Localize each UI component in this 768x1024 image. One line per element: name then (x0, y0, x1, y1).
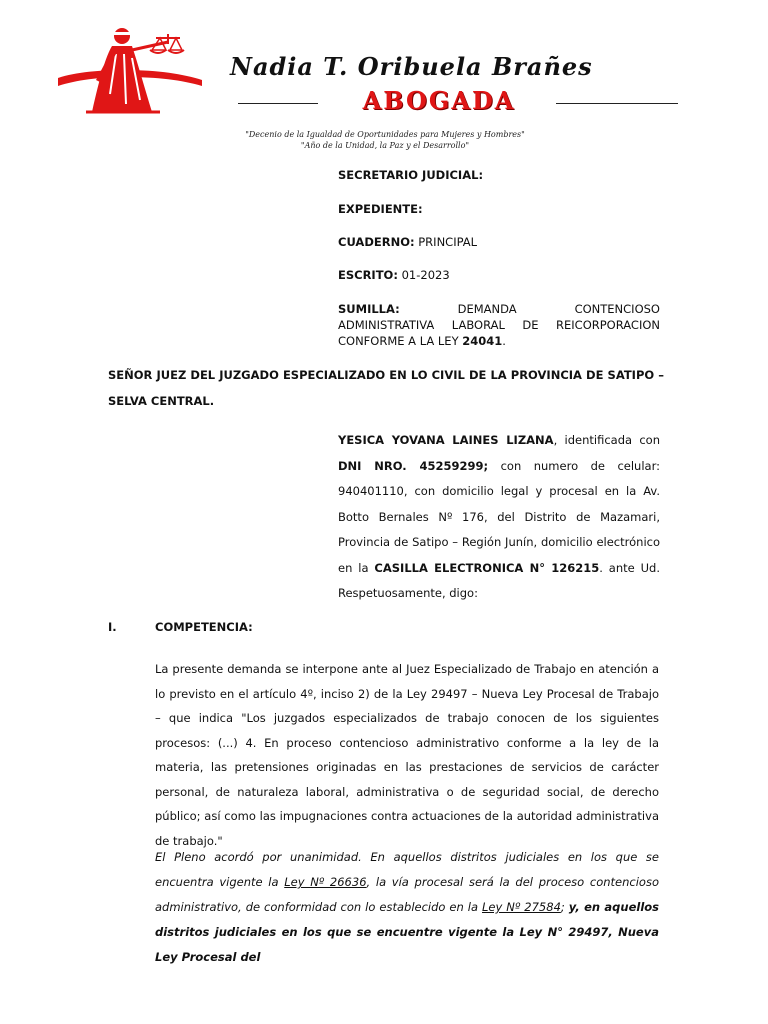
section-title: COMPETENCIA: (155, 620, 253, 634)
cuaderno-line: CUADERNO: PRINCIPAL (338, 235, 478, 249)
profession-title: ABOGADA (362, 86, 516, 115)
motto-line-2: "Año de la Unidad, la Paz y el Desarrollo" (300, 141, 470, 150)
section-number: I. (108, 620, 117, 634)
lady-justice-icon (56, 24, 204, 120)
addressee: SEÑOR JUEZ DEL JUZGADO ESPECIALIZADO EN LO CIVIL DE LA PROVINCIA DE SATIPO – SELVA CENTRAL. (108, 368, 664, 408)
identification-paragraph: YESICA YOVANA LAINES LIZANA, identificada con DNI NRO. 45259299; con numero de celular: 940401110, con domicilio legal y procesal en la Av. Botto Bernales Nº 176, del Distrito de Mazamari, Provincia de Satipo – Región Junín, domicilio electrónico en la CASILLA ELECTRONICA N° 126215. ante Ud. Respetuosamente, digo: (338, 433, 660, 600)
letterhead-rule-right (556, 103, 678, 104)
letterhead-rule-left (238, 103, 318, 104)
sumilla-block: SUMILLA: DEMANDA CONTENCIOSO ADMINISTRATIVA LABORAL DE REICORPORACION CONFORME A LA LEY 24041. (338, 302, 660, 348)
expediente-line: EXPEDIENTE: (338, 202, 423, 216)
escrito-line: ESCRITO: 01-2023 (338, 268, 450, 282)
motto-line-1: "Decenio de la Igualdad de Oportunidades para Mujeres y Hombres" (245, 130, 525, 139)
competence-paragraph: La presente demanda se interpone ante al Juez Especializado de Trabajo en atención a lo previsto en el artículo 4º, inciso 2) de la Ley 29497 – Nueva Ley Procesal de Trabajo – que indica "Los juzgados especializados de trabajo conocen de los siguientes procesos: (...) 4. En proceso contencioso administrativo conforme a la ley de la materia, las pretensiones originadas en las prestaciones de servicios de carácter personal, de naturaleza laboral, administrativa o de seguridad social, de derecho público; así como las impugnaciones contra actuaciones de la autoridad administrativa de trabajo." (155, 662, 659, 848)
pleno-paragraph: El Pleno acordó por unanimidad. En aquellos distritos judiciales en los que se encuentra vigente la Ley Nº 26636, la vía procesal será la del proceso contencioso administrativo, de conformidad con lo establecido en la Ley Nº 27584; y, en aquellos distritos judiciales en los que se encuentre vigente la Ley N° 29497, Nueva Ley Procesal del (155, 850, 660, 964)
secretario-line: SECRETARIO JUDICIAL: (338, 168, 484, 182)
lawyer-name: Nadia T. Oribuela Brañes (230, 52, 593, 81)
